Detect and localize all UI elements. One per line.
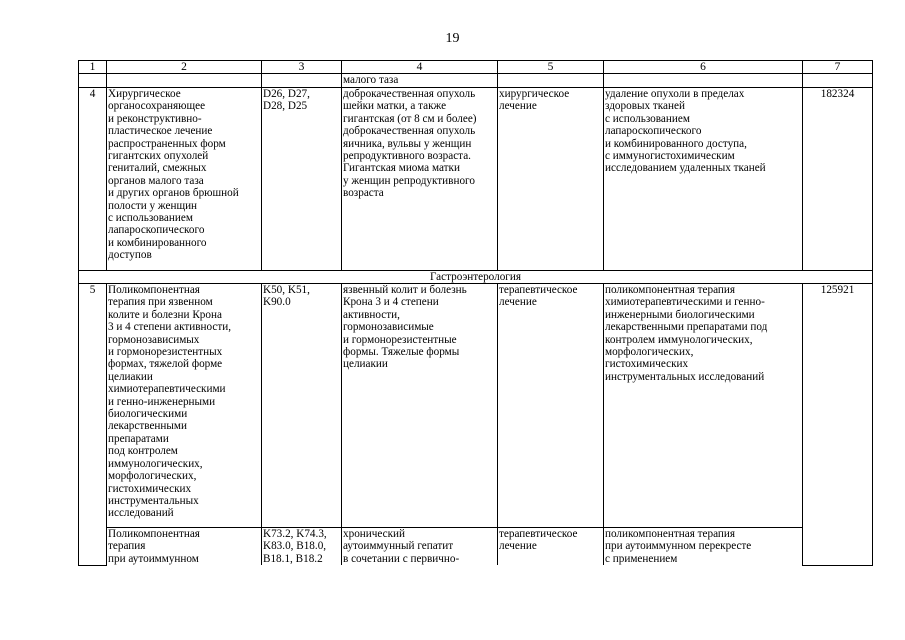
table-row-5b: [79, 528, 873, 566]
column-header-1: 1: [79, 61, 107, 74]
row-price: 125921: [803, 284, 873, 566]
text-line: в сочетании с первично-: [343, 552, 460, 565]
text-line: язвенный колит и болезнь: [343, 284, 467, 296]
text-line: гормонозависимых: [108, 333, 200, 346]
column-header-6: 6: [604, 61, 803, 74]
text-line: K90.0: [263, 296, 291, 309]
text-line: полости у женщин: [108, 199, 198, 212]
text-line: терапия при язвенном: [108, 296, 213, 309]
text-line: под контролем: [108, 445, 178, 458]
table-row-5: [79, 284, 873, 528]
text-line: хронический: [343, 528, 406, 540]
section-row: [79, 271, 873, 284]
row-number: 4: [79, 88, 107, 271]
text-line: и реконструктивно-: [108, 112, 202, 125]
text-line: при аутоиммунном: [108, 552, 199, 565]
row-method: [604, 528, 803, 566]
text-line: возраста: [343, 187, 384, 200]
row-model: [342, 284, 498, 528]
text-line: и комбинированного: [108, 236, 207, 249]
text-line: хирургическое: [499, 88, 570, 100]
text-line: и гормонорезистентных: [108, 346, 223, 359]
text-line: морфологических,: [108, 470, 197, 483]
text-line: доступов: [108, 249, 152, 262]
text-line: Поликомпонентная: [108, 284, 200, 296]
text-line: D28, D25: [263, 100, 308, 113]
text-line: иммунологических,: [108, 457, 203, 470]
row-model: [342, 528, 498, 566]
text-line: терапия: [108, 540, 146, 553]
text-line: 3 и 4 степени активности,: [108, 321, 232, 334]
text-line: химиотерапевтическими: [108, 383, 226, 396]
text-line: биологическими: [108, 408, 188, 421]
text-line: с иммуногистохимическим: [605, 150, 735, 163]
row-method: [604, 284, 803, 528]
text-line: морфологических,: [605, 346, 694, 359]
text-line: колите и болезни Крона: [108, 308, 222, 321]
text-line: препаратами: [108, 432, 169, 445]
table-row-4: [79, 88, 873, 271]
continuation-text: малого таза: [342, 74, 498, 88]
text-line: с использованием: [605, 112, 690, 125]
column-header-row: [79, 61, 873, 74]
text-line: терапевтическое: [499, 528, 578, 540]
text-line: лапароскопического: [605, 125, 702, 138]
text-line: Крона 3 и 4 степени: [343, 296, 439, 309]
text-line: шейки матки, а также: [343, 100, 447, 113]
row-treatment-type: [498, 88, 604, 271]
row-name: [107, 88, 262, 271]
text-line: лекарственными препаратами под: [605, 321, 768, 334]
column-header-4: 4: [342, 61, 498, 74]
text-line: распространенных форм: [108, 137, 226, 150]
text-line: и других органов брюшной: [108, 187, 239, 200]
row-name: [107, 528, 262, 566]
text-line: Хирургическое: [108, 88, 181, 100]
text-line: инженерными биологическими: [605, 308, 755, 321]
column-header-7: 7: [803, 61, 873, 74]
section-title: Гастроэнтерология: [79, 271, 873, 284]
text-line: химиотерапевтическими и генно-: [605, 296, 765, 309]
text-line: лапароскопического: [108, 224, 205, 237]
text-line: и генно-инженерными: [108, 395, 216, 408]
text-line: Гигантская миома матки: [343, 162, 460, 175]
text-line: D26, D27,: [263, 88, 310, 100]
row-codes: [262, 284, 342, 528]
row-price: 182324: [803, 88, 873, 271]
text-line: целиакии: [343, 358, 388, 371]
column-header-5: 5: [498, 61, 604, 74]
text-line: доброкачественная опухоль: [343, 125, 476, 138]
text-line: Поликомпонентная: [108, 528, 200, 540]
text-line: поликомпонентная терапия: [605, 284, 736, 296]
text-line: лекарственными: [108, 420, 187, 433]
text-line: репродуктивного возраста.: [343, 150, 471, 163]
row-method: [604, 88, 803, 271]
text-line: гормонозависимые: [343, 321, 434, 334]
text-line: инструментальных исследований: [605, 370, 765, 383]
text-line: и гормонорезистентные: [343, 333, 457, 346]
text-line: исследованием удаленных тканей: [605, 162, 766, 175]
text-line: K83.0, B18.0,: [263, 540, 327, 553]
row-codes: [262, 528, 342, 566]
text-line: гигантских опухолей: [108, 150, 209, 163]
text-line: B18.1, B18.2: [263, 552, 323, 565]
row-name: [107, 284, 262, 528]
row-number: 5: [79, 284, 107, 566]
text-line: гистохимических: [605, 358, 689, 371]
text-line: с использованием: [108, 212, 193, 225]
text-line: аутоиммунный гепатит: [343, 540, 454, 553]
text-line: исследований: [108, 507, 174, 520]
text-line: гистохимических: [108, 482, 192, 495]
column-header-2: 2: [107, 61, 262, 74]
text-line: удаление опухоли в пределах: [605, 88, 745, 100]
services-table: [78, 60, 873, 566]
text-line: пластическое лечение: [108, 125, 213, 138]
row-codes: [262, 88, 342, 271]
text-line: здоровых тканей: [605, 100, 685, 113]
text-line: лечение: [499, 540, 537, 553]
text-line: инструментальных: [108, 494, 199, 507]
text-line: целиакии: [108, 370, 153, 383]
page-number: 19: [445, 31, 460, 46]
text-line: K73.2, K74.3,: [263, 528, 327, 540]
text-line: поликомпонентная терапия: [605, 528, 736, 540]
text-line: органосохраняющее: [108, 100, 206, 113]
text-line: у женщин репродуктивного: [343, 174, 475, 187]
text-line: формы. Тяжелые формы: [343, 346, 460, 359]
text-line: контролем иммунологических,: [605, 333, 753, 346]
continuation-row: [79, 74, 873, 88]
text-line: яичника, вульвы у женщин: [343, 137, 472, 150]
text-line: и комбинированного доступа,: [605, 137, 747, 150]
text-line: лечение: [499, 296, 537, 309]
text-line: формах, тяжелой форме: [108, 358, 223, 371]
text-line: лечение: [499, 100, 537, 113]
text-line: терапевтическое: [499, 284, 578, 296]
text-line: активности,: [343, 308, 400, 321]
row-treatment-type: [498, 284, 604, 528]
text-line: с применением: [605, 552, 678, 565]
text-line: при аутоиммунном перекресте: [605, 540, 752, 553]
row-model: [342, 88, 498, 271]
text-line: доброкачественная опухоль: [343, 88, 476, 100]
text-line: K50, K51,: [263, 284, 310, 296]
column-header-3: 3: [262, 61, 342, 74]
text-line: гигантская (от 8 см и более): [343, 112, 477, 125]
text-line: органов малого таза: [108, 174, 204, 187]
row-treatment-type: [498, 528, 604, 566]
text-line: гениталий, смежных: [108, 162, 207, 175]
